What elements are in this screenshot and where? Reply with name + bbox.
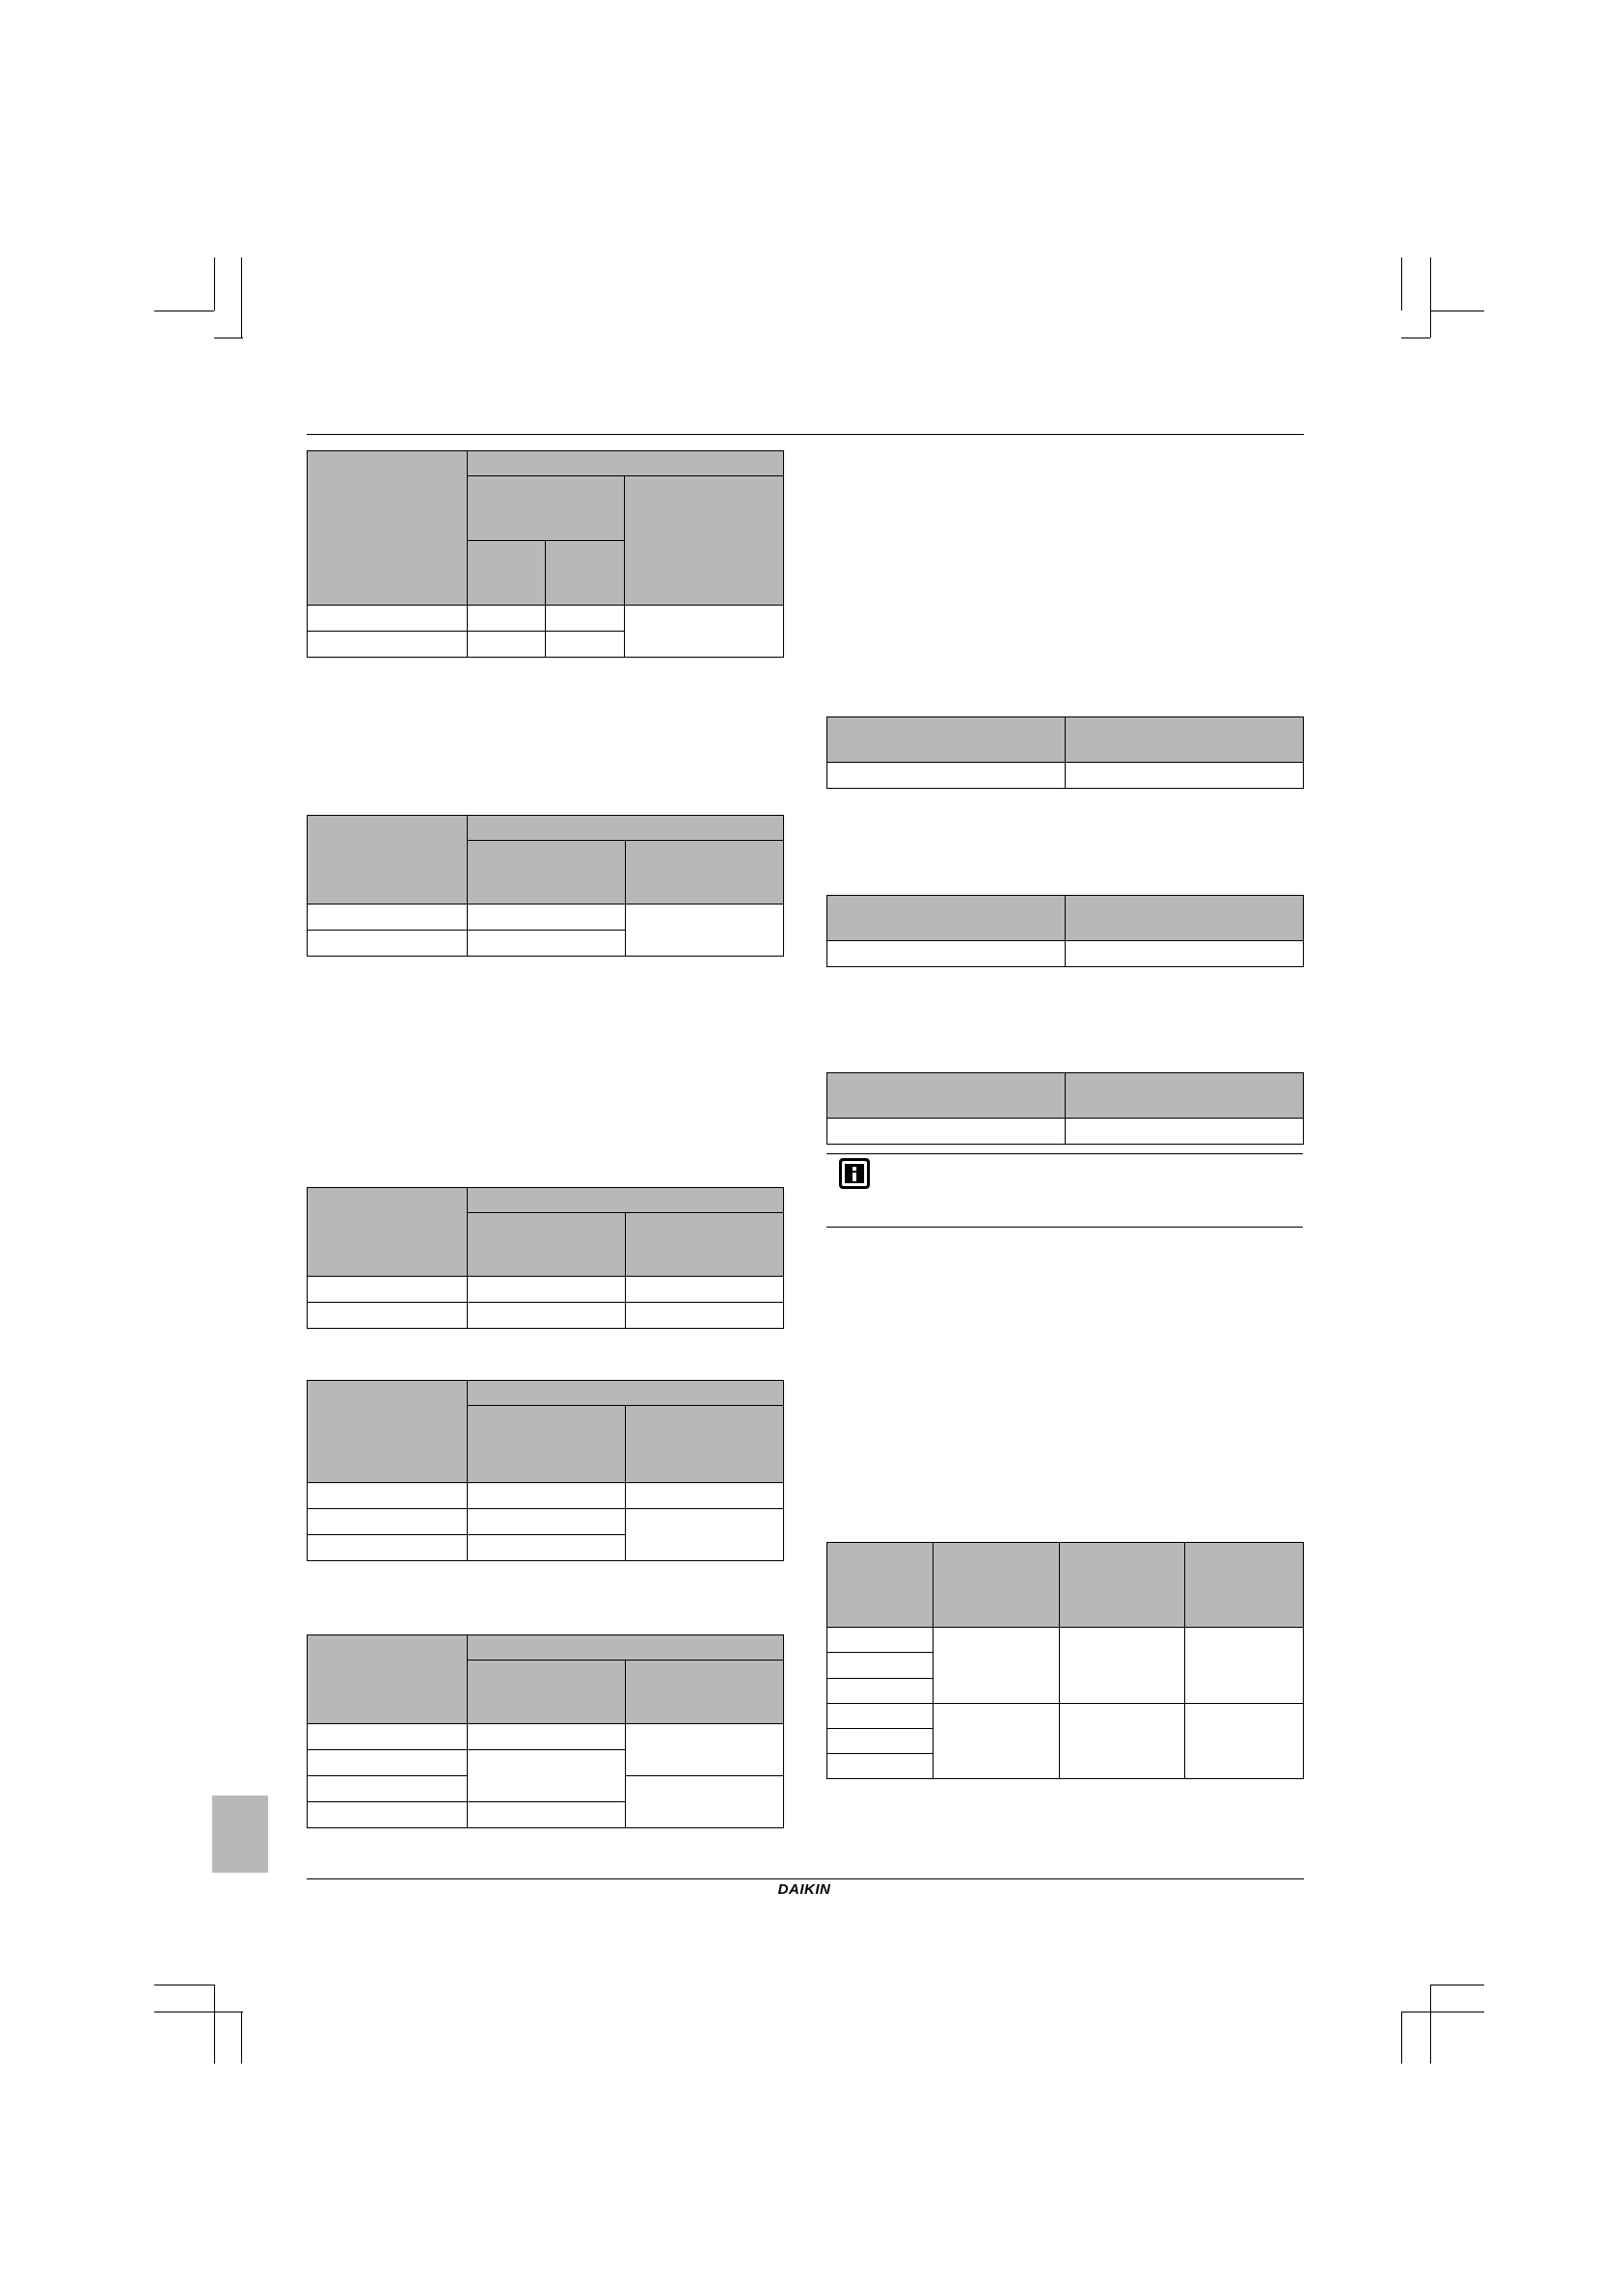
crop-line (1430, 257, 1431, 338)
crop-line (214, 1985, 215, 2064)
table-row (827, 1628, 1304, 1653)
table-header-cell (468, 1188, 784, 1213)
table-cell (626, 1776, 784, 1828)
table-header-cell (308, 816, 468, 905)
table-cell (827, 1728, 934, 1753)
table-cell (934, 1628, 1060, 1703)
table-header-cell (468, 476, 625, 541)
info-note-bottom-rule (826, 1227, 1303, 1228)
chapter-side-tab (212, 1796, 268, 1873)
table-cell (468, 606, 546, 632)
table-header-cell (827, 717, 1066, 763)
table-cell (827, 1653, 934, 1678)
table-cell (308, 1750, 468, 1776)
table-cell (468, 1303, 626, 1329)
table-header-cell (468, 841, 626, 905)
table-row (827, 1119, 1304, 1145)
table-cell (626, 1724, 784, 1776)
table-cell (468, 1509, 626, 1535)
crop-line (241, 2012, 242, 2064)
table-cell (827, 1119, 1066, 1145)
footer-rule (307, 1878, 1304, 1879)
table-row (308, 1277, 784, 1303)
table-cell (468, 1724, 626, 1750)
table-header-cell (1066, 1073, 1304, 1119)
table-row (827, 763, 1304, 789)
table-cell (827, 1753, 934, 1778)
table-cell (308, 1776, 468, 1802)
table-cell (468, 931, 626, 957)
table-header-cell (468, 1406, 626, 1483)
table-cell (468, 905, 626, 931)
spec-table-r1 (826, 716, 1304, 789)
table-header-cell (827, 896, 1066, 941)
table-cell (827, 1628, 934, 1653)
crop-line (241, 257, 242, 338)
spec-table-1 (307, 450, 784, 658)
table-header-cell (468, 1635, 784, 1661)
table-cell (468, 1535, 626, 1561)
table-row (308, 905, 784, 931)
table-cell (546, 632, 625, 658)
table-header-cell (468, 1213, 626, 1277)
table-header-cell (827, 1543, 934, 1628)
table-header-cell (468, 541, 546, 606)
spec-table-r2 (826, 895, 1304, 967)
table-header-cell (308, 451, 468, 606)
table-header-cell (308, 1635, 468, 1724)
table-header-cell (308, 1188, 468, 1277)
table-cell (468, 1277, 626, 1303)
table-cell (934, 1703, 1060, 1778)
table-cell (827, 941, 1066, 967)
crop-line (214, 257, 215, 311)
table-cell (626, 1483, 784, 1509)
svg-text:DAIKIN: DAIKIN (777, 1881, 831, 1898)
table-cell (1066, 1119, 1304, 1145)
spec-table-5 (307, 1634, 784, 1828)
table-header-cell (1060, 1543, 1185, 1628)
table-row (308, 1724, 784, 1750)
table-cell (468, 632, 546, 658)
table-header-cell (468, 1661, 626, 1724)
table-header-cell (1066, 896, 1304, 941)
table-row (308, 1303, 784, 1329)
table-cell (308, 1303, 468, 1329)
table-cell (827, 763, 1066, 789)
header-rule (307, 434, 1304, 435)
info-icon (838, 1157, 871, 1190)
table-cell (827, 1678, 934, 1703)
spec-table-r4 (826, 1542, 1304, 1779)
table-cell (308, 1509, 468, 1535)
table-header-cell (468, 1381, 784, 1406)
table-cell (468, 1483, 626, 1509)
table-cell (1066, 941, 1304, 967)
table-cell (1060, 1628, 1185, 1703)
table-header-cell (934, 1543, 1060, 1628)
table-cell (308, 1277, 468, 1303)
table-cell (626, 1303, 784, 1329)
table-header-cell (626, 841, 784, 905)
table-header-cell (1185, 1543, 1304, 1628)
table-header-cell (626, 1661, 784, 1724)
table-cell (626, 905, 784, 957)
spec-table-2 (307, 815, 784, 957)
table-cell (1066, 763, 1304, 789)
spec-table-r3 (826, 1072, 1304, 1145)
table-cell (1185, 1703, 1304, 1778)
table-cell (308, 606, 468, 632)
table-cell (626, 1277, 784, 1303)
table-cell (308, 1802, 468, 1828)
table-header-cell (626, 1213, 784, 1277)
crop-line (1401, 2012, 1402, 2064)
table-row (827, 1703, 1304, 1728)
table-cell (468, 1750, 626, 1802)
table-header-cell (625, 476, 784, 606)
table-cell (827, 1703, 934, 1728)
daikin-logo (767, 1880, 842, 1898)
table-header-cell (626, 1406, 784, 1483)
table-cell (308, 632, 468, 658)
spec-table-4 (307, 1380, 784, 1561)
table-cell (308, 931, 468, 957)
table-cell (308, 1535, 468, 1561)
table-cell (546, 606, 625, 632)
crop-line (1401, 257, 1402, 311)
table-cell (308, 1724, 468, 1750)
table-header-cell (827, 1073, 1066, 1119)
table-cell (1060, 1703, 1185, 1778)
table-row (308, 1509, 784, 1535)
spec-table-3 (307, 1187, 784, 1329)
table-cell (625, 606, 784, 658)
table-cell (1185, 1628, 1304, 1703)
table-header-cell (546, 541, 625, 606)
table-cell (626, 1509, 784, 1561)
table-row (308, 606, 784, 632)
table-header-cell (468, 816, 784, 841)
table-cell (468, 1802, 626, 1828)
table-row (308, 1483, 784, 1509)
crop-line (1430, 1985, 1431, 2064)
table-header-cell (1066, 717, 1304, 763)
table-header-cell (308, 1381, 468, 1483)
table-header-cell (468, 451, 784, 476)
info-note-top-rule (826, 1153, 1303, 1154)
table-row (827, 941, 1304, 967)
table-cell (308, 905, 468, 931)
table-cell (308, 1483, 468, 1509)
